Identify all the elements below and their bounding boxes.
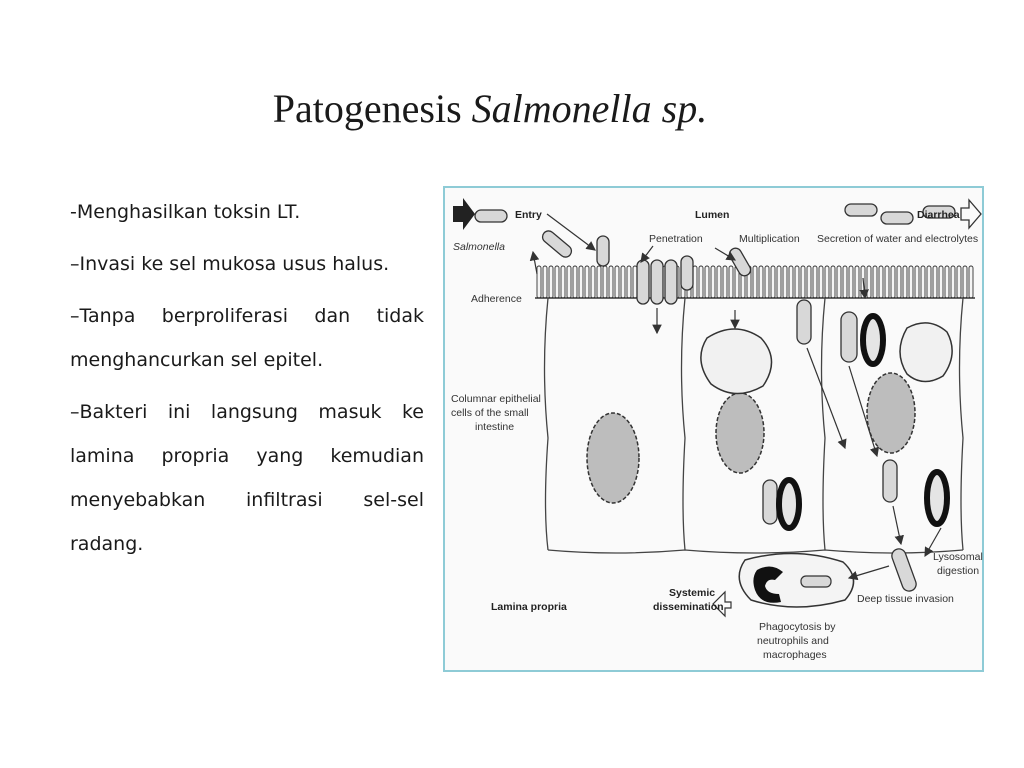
label-lysosomal-1: Lysosomal — [933, 551, 983, 563]
pathogenesis-diagram — [443, 186, 984, 672]
label-salmonella: Salmonella — [453, 241, 505, 253]
label-phago-3: macrophages — [763, 649, 827, 661]
diarrhea-arrow-icon — [961, 200, 981, 228]
label-columnar-3: intestine — [475, 421, 515, 433]
label-diarrhea: Diarrhea — [917, 209, 960, 221]
label-lumen: Lumen — [695, 209, 730, 221]
label-systemic-2: dissemination — [653, 601, 724, 613]
label-systemic-1: Systemic — [669, 587, 716, 599]
label-deep-tissue: Deep tissue invasion — [857, 593, 954, 605]
bullet-item: –Invasi ke sel mukosa usus halus. — [70, 253, 390, 275]
vacuoles — [701, 323, 952, 394]
bullet-item: –Bakteri ini langsung masuk ke lamina propria yang kemudian menyebabkan infiltrasi sel-sel radang. — [70, 401, 424, 555]
title-italic: Salmonella sp. — [471, 86, 708, 131]
slide-title — [0, 85, 980, 132]
label-phago-1: Phagocytosis by — [759, 621, 836, 633]
label-adherence: Adherence — [471, 293, 522, 305]
label-secretion: Secretion of water and electrolytes — [817, 233, 979, 245]
entry-arrow-icon — [453, 198, 475, 230]
bullet-item: –Tanpa berproliferasi dan tidak menghancurkan sel epitel. — [70, 305, 424, 371]
label-lamina-propria: Lamina propria — [491, 601, 567, 613]
label-penetration: Penetration — [649, 233, 703, 245]
label-lysosomal-2: digestion — [937, 565, 980, 577]
diagram-svg — [445, 188, 986, 674]
bullet-list — [70, 190, 424, 574]
label-phago-2: neutrophils and — [757, 635, 829, 647]
label-multiplication: Multiplication — [739, 233, 800, 245]
cell-nuclei — [587, 373, 915, 503]
label-entry: Entry — [515, 209, 542, 221]
label-columnar-1: Columnar epithelial — [451, 393, 541, 405]
brush-border — [537, 266, 973, 298]
label-columnar-2: cells of the small — [451, 407, 529, 419]
bullet-item: -Menghasilkan toksin LT. — [70, 201, 301, 223]
title-main: Patogenesis — [272, 86, 462, 131]
